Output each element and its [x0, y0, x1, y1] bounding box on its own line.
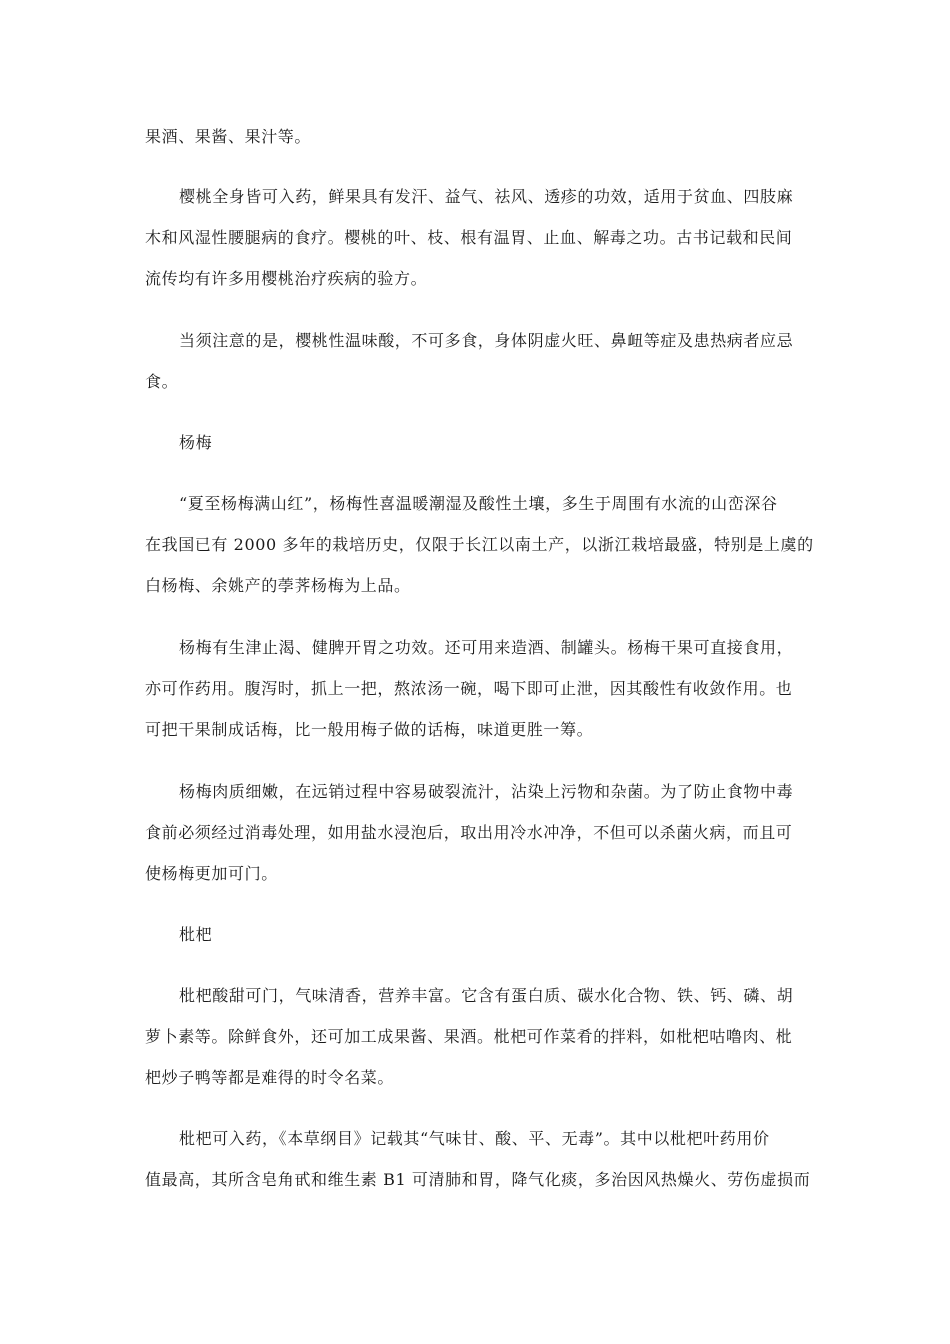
text-line: 食。 — [145, 372, 179, 391]
text-line: 亦可作药用。腹泻时，抓上一把，熬浓汤一碗，喝下即可止泄，因其酸性有收敛作用。也 — [145, 679, 793, 698]
text-line: 食前必须经过消毒处理，如用盐水浸泡后，取出用冷水冲净，不但可以杀菌火病，而且可 — [145, 823, 793, 842]
text-line: 在我国已有 2000 多年的栽培历史，仅限于长江以南土产，以浙江栽培最盛，特别是上虞的 — [145, 535, 814, 554]
text-line: 果酒、果酱、果汁等。 — [145, 127, 312, 146]
section-heading: 枇杷 — [179, 925, 213, 944]
paragraph-first-line: 樱桃全身皆可入药，鲜果具有发汗、益气、祛风、透疹的功效，适用于贫血、四肢麻 — [179, 187, 794, 206]
paragraph-first-line: “夏至杨梅满山红”，杨梅性喜温暖潮湿及酸性土壤，多生于周围有水流的山峦深谷 — [179, 494, 778, 513]
text-line: 值最高，其所含皂角甙和维生素 B1 可清肺和胃，降气化痰，多治因风热燥火、劳伤虚损而 — [145, 1170, 811, 1189]
text-line: 可把干果制成话梅，比一般用梅子做的话梅，味道更胜一筹。 — [145, 720, 594, 739]
paragraph-first-line: 枇杷酸甜可门，气味清香，营养丰富。它含有蛋白质、碳水化合物、铁、钙、磷、胡 — [179, 986, 794, 1005]
text-line: 木和风湿性腰腿病的食疗。樱桃的叶、枝、根有温胃、止血、解毒之功。古书记载和民间 — [145, 228, 793, 247]
paragraph-first-line: 当须注意的是，樱桃性温味酸，不可多食，身体阴虚火旺、鼻衄等症及患热病者应忌 — [179, 331, 794, 350]
text-line: 白杨梅、余姚产的荸荠杨梅为上品。 — [145, 576, 411, 595]
text-line: 萝卜素等。除鲜食外，还可加工成果酱、果酒。枇杷可作菜肴的拌料，如枇杷咕噜肉、枇 — [145, 1027, 793, 1046]
section-heading: 杨梅 — [179, 433, 213, 452]
text-line: 杷炒子鸭等都是难得的时令名菜。 — [145, 1068, 395, 1087]
paragraph-first-line: 杨梅肉质细嫩，在远销过程中容易破裂流汁，沾染上污物和杂菌。为了防止食物中毒 — [179, 782, 794, 801]
paragraph-first-line: 杨梅有生津止渴、健脾开胃之功效。还可用来造酒、制罐头。杨梅干果可直接食用， — [179, 638, 794, 657]
text-line: 流传均有许多用樱桃治疗疾病的验方。 — [145, 269, 428, 288]
paragraph-first-line: 枇杷可入药，《本草纲目》记载其“气味甘、酸、平、无毒”。其中以枇杷叶药用价 — [179, 1129, 770, 1148]
text-line: 使杨梅更加可门。 — [145, 864, 278, 883]
